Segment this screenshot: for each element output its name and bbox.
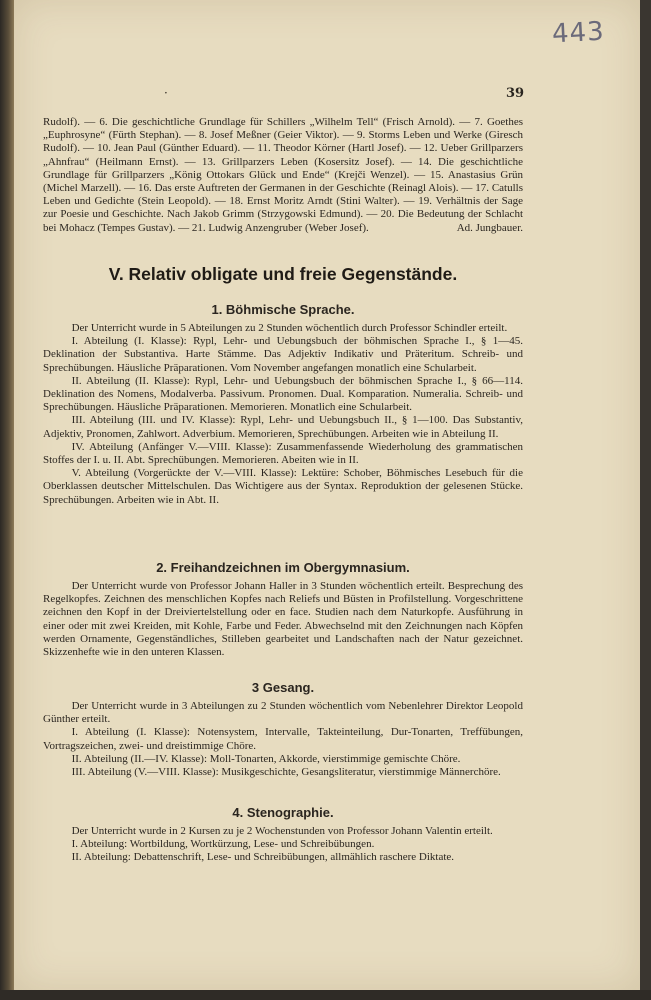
paragraph: II. Abteilung (II.—IV. Klasse): Moll-Tonarten, Akkorde, vierstimmige gemischte Chöre. [71,752,461,765]
subsection-title-stenography: 4. Stenographie. [232,805,334,820]
paragraph: III. Abteilung (III. und IV. Klasse): Rypl, Lehr- und Uebungsbuch II., § 1—100. Das Substantiv, Adjektiv, Pronomen, Zahlwort. Adverbium. Memorieren, Sprechübungen. Arbeiten wie in Abteilung II. [43,414,523,440]
paragraph: I. Abteilung: Wortbildung, Wortkürzung, Lese- und Schreibübungen. [71,838,375,851]
subsection-body-bohemian [43,322,523,507]
paragraph: V. Abteilung (Vorgerückte der V.—VIII. Klasse): Lektüre: Schober, Böhmisches Lesebuch für die Oberklassen deutscher Mittelschulen. Das Wichtigere aus der Syntax. Reproduktion der gelesenen Stücke. Sprechübungen. Arbeiten wie in Abt. II. [43,467,523,506]
subsection-body-drawing [43,580,523,659]
book-binding-edge [0,0,14,1000]
subsection-title-drawing: 2. Freihandzeichnen im Obergymnasium. [156,560,410,575]
paragraph: III. Abteilung (V.—VIII. Klasse): Musikgeschichte, Gesangsliteratur, vierstimmige Männerchöre. [71,766,501,779]
page-number: 39 [506,86,525,101]
paragraph: Der Unterricht wurde von Professor Johann Haller in 3 Stunden wöchentlich erteilt. Besprechung des Regelkopfes. Zeichnen des menschlichen Kopfes nach Reliefs und Büsten in Profilstellung. Vorgeschrittene zeichnen den Kopf in der Dreiviertelstellung oder en face. Studien nach dem Naturkopfe. Ausführung in einer oder mit zwei Kreiden, mit Kohle, Farbe und Feder. Abwechselnd mit den Zeichnungen nach Köpfen werden Ornamente, Gegenständliches, Stilleben gearbeitet und Landschaften nach der Natur gezeichnet. Skizzenhefte wie in den unteren Klassen. [43,580,523,659]
list-signature: Ad. Jungbauer. [456,221,523,234]
continued-topic-list [43,116,523,235]
document-page [14,0,640,990]
paragraph: I. Abteilung (I. Klasse): Notensystem, Intervalle, Takteinteilung, Dur-Tonarten, Treffübungen, Vortragszeichen, zwei- und dreistimmige Chöre. [43,726,523,752]
paragraph: Der Unterricht wurde in 3 Abteilungen zu 2 Stunden wöchentlich vom Nebenlehrer Direktor Leopold Günther erteilt. [43,700,523,726]
subsection-title-bohemian: 1. Böhmische Sprache. [211,302,355,317]
scan-bottom-edge [0,990,651,1000]
paragraph: IV. Abteilung (Anfänger V.—VIII. Klasse): Zusammenfassende Wiederholung des grammatischen Stoffes der I. u. II. Abt. Sprechübungen. Memorieren. Abeiten wie in II. [43,440,523,467]
paragraph: II. Abteilung (II. Klasse): Rypl, Lehr- und Uebungsbuch der böhmischen Sprache I., § 66—114. Deklination des Nomens, Modalverba. Passivum. Pronomen. Dual. Komparation. Numeralia. Schreib- und Sprechübungen. Häusliche Präparationen. Memorieren. Monatlich eine Schularbeit. [43,374,523,414]
paragraph: Der Unterricht wurde in 2 Kursen zu je 2 Wochenstunden von Professor Johann Valentin erteilt. [71,825,493,837]
margin-dot: · [164,86,168,100]
section-title: V. Relativ obligate und freie Gegenstände. [108,264,458,284]
subsection-body-singing [43,700,523,779]
paragraph: Der Unterricht wurde in 5 Abteilungen zu 2 Stunden wöchentlich durch Professor Schindler erteilt. [71,322,508,334]
subsection-body-stenography [43,825,523,865]
paragraph: II. Abteilung: Debattenschrift, Lese- und Schreibübungen, allmählich raschere Diktate. [71,851,455,864]
paragraph: I. Abteilung (I. Klasse): Rypl, Lehr- und Uebungsbuch der böhmischen Sprache I., § 1—45. Deklination der Substantiva. Harte Stämme. Das Adjektiv Indikativ und Präteritum. Schreib- und Sprechübungen. Häusliche Präparationen. Vom November angefangen monatlich eine Schularbeit. [43,335,523,374]
subsection-title-singing: 3 Gesang. [251,680,315,695]
handwritten-page-annotation: 443 [551,16,606,50]
topic-list-text: Rudolf). — 6. Die geschichtliche Grundlage für Schillers „Wilhelm Tell“ (Frisch Arnold). — 7. Goethes „Euphrosyne“ (Fürth Stephan). — 8. Josef Meßner (Geier Viktor). — 9. Storms Leben und Werke (Giresch Rudolf). — 10. Jean Paul (Günther Eduard). — 11. Theodor Körner (Hartl Josef). — 12. Ueber Grillparzers „Ahnfrau“ (Heilmann Ernst). — 13. Grillparzers Leben (Kosersitz Josef). — 14. Die geschichtliche Grundlage für Grillparzers „König Ottokars Glück und Ende“ (Krejči Wenzel). — 15. Anastasius Grün (Michel Marzell). — 16. Das erste Auftreten der Germanen in der Geschichte (Reinagl Alois). — 17. Catulls Leben und Gedichte (Stein Leopold). — 18. Ernst Moritz Arndt (Stini Walter). — 19. Verhältnis der Sage zur Poesie und Geschichte. Nach Jakob Grimm (Strzygowski Edmund). — 20. Die Bedeutung der Schlacht bei Mohacz (Tempes Gustav). — 21. Ludwig Anzengruber (Weber Josef). [43,116,523,234]
